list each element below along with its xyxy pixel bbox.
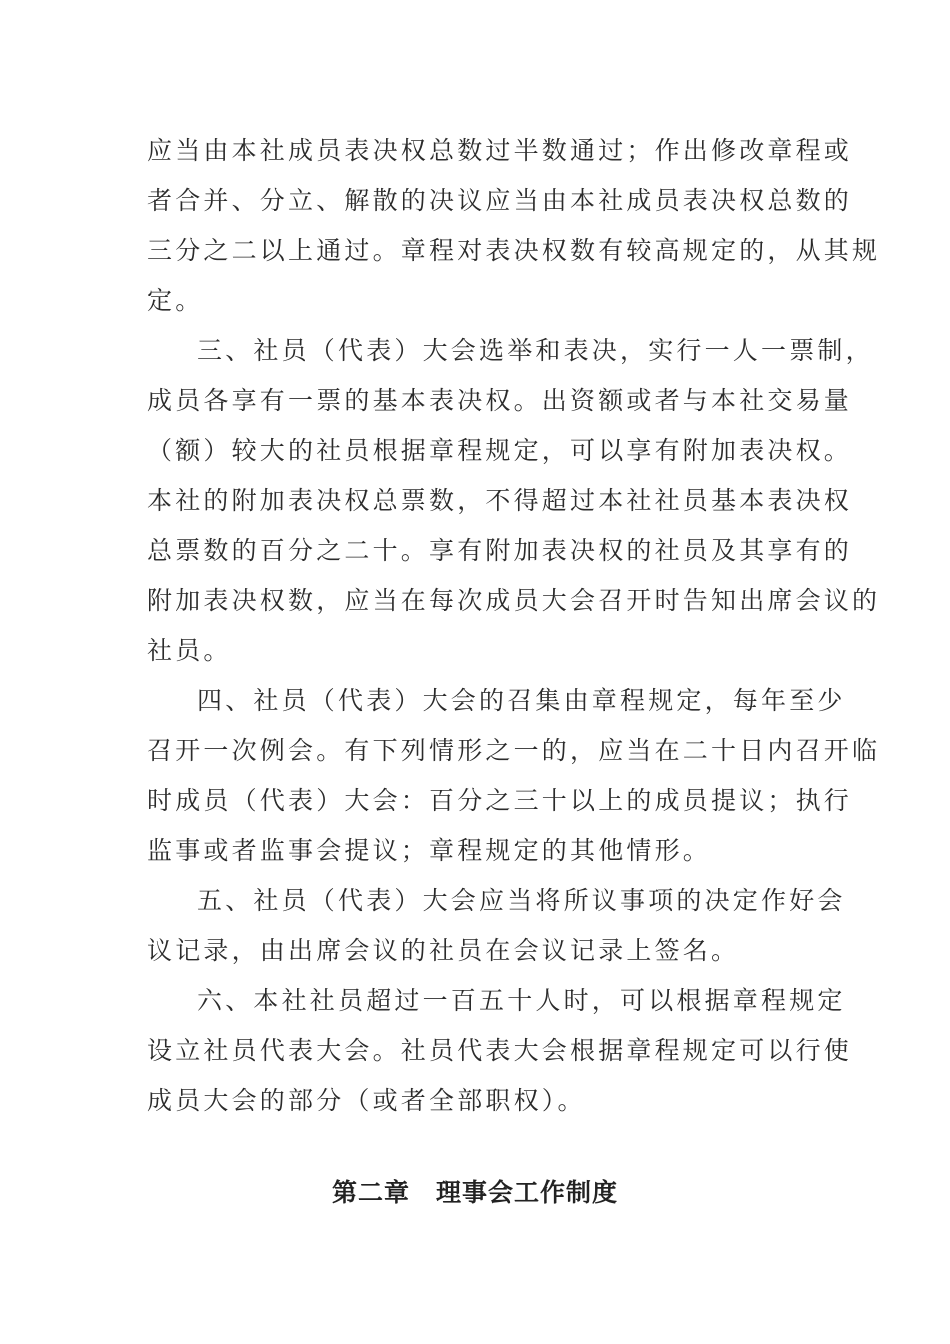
chapter-title: 第二章 理事会工作制度 [331,1178,618,1207]
paragraph-start-line: 六、本社社员超过一百五十人时，可以根据章程规定 [197,986,846,1015]
text-line: 附加表决权数，应当在每次成员大会召开时告知出席会议的 [147,586,881,615]
text-line: 总票数的百分之二十。享有附加表决权的社员及其享有的 [147,536,853,565]
text-line: （额）较大的社员根据章程规定，可以享有附加表决权。 [147,436,853,465]
text-line: 监事或者监事会提议；章程规定的其他情形。 [147,836,712,865]
text-line: 时成员（代表）大会：百分之三十以上的成员提议；执行 [147,786,853,815]
text-line: 三分之二以上通过。章程对表决权数有较高规定的，从其规 [147,236,881,265]
text-line: 成员各享有一票的基本表决权。出资额或者与本社交易量 [147,386,853,415]
paragraph-start-line: 四、社员（代表）大会的召集由章程规定，每年至少 [197,686,846,715]
text-line: 定。 [147,286,204,315]
text-line: 召开一次例会。有下列情形之一的，应当在二十日内召开临 [147,736,881,765]
text-line: 社员。 [147,636,232,665]
paragraph-start-line: 五、社员（代表）大会应当将所议事项的决定作好会 [197,886,846,915]
text-line: 设立社员代表大会。社员代表大会根据章程规定可以行使 [147,1036,853,1065]
text-line: 应当由本社成员表决权总数过半数通过；作出修改章程或 [147,136,853,165]
text-line: 成员大会的部分（或者全部职权）。 [147,1086,586,1115]
text-line: 者合并、分立、解散的决议应当由本社成员表决权总数的 [147,186,853,215]
text-line: 议记录，由出席会议的社员在会议记录上签名。 [147,936,740,965]
text-line: 本社的附加表决权总票数，不得超过本社社员基本表决权 [147,486,853,515]
paragraph-start-line: 三、社员（代表）大会选举和表决，实行一人一票制， [197,336,874,365]
